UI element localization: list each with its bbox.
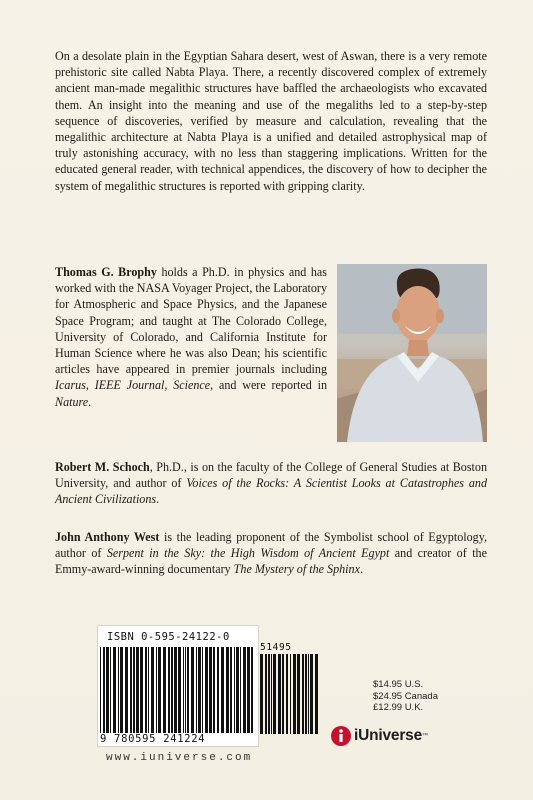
trademark-mark: ™ xyxy=(422,733,428,739)
author-name: Thomas G. Brophy xyxy=(55,265,157,279)
book-blurb: On a desolate plain in the Egyptian Sahara desert, west of Aswan, there is a very remote prehistoric site called Nabta Playa. There, a recently discovered complex of extremely ancient man-made megalithic structures have baffled the archaeologists who excavated them. An insight into the meaning and use of the megaliths led to a step-by-step sequence of discoveries, verified by measure and calculation, revealing that the megalithic architecture at Nabta Playa is a unified and detailed astrophysical map of truly astonishing accuracy, with no less than staggering implications. Written for the educated general reader, with technical appendices, the discovery of how to decipher the system of megalithic structures is reported with gripping clarity. xyxy=(55,49,487,193)
price-uk: £12.99 U.K. xyxy=(373,702,424,713)
iuniverse-logo-icon xyxy=(330,725,352,747)
price-us: $14.95 U.S. xyxy=(373,679,424,690)
ean-digits: 9 780595 241224 xyxy=(100,733,206,745)
publisher-name: iUniverse xyxy=(354,727,422,744)
author-bio-west: John Anthony West is the leading proponent of the Symbolist school of Egyptology, author of Serpent in the Sky: the High Wisdom of Ancient Egypt and creator of the Emmy-award-winning documentary The Mystery of the Sphinx. xyxy=(55,530,487,577)
addon-barcode xyxy=(259,654,321,742)
publisher-logo xyxy=(330,724,428,748)
ean-barcode xyxy=(99,647,257,737)
publisher-website: www.iuniverse.com xyxy=(106,752,253,764)
price-canada: $24.95 Canada xyxy=(373,690,438,702)
author-bio-schoch: Robert M. Schoch, Ph.D., is on the faculty of the College of General Studies at Boston University, and author of Voices of the Rocks: A Scientist Looks at Catastrophes and Ancient Civilizations. xyxy=(55,460,488,507)
author-bio-brophy: Thomas G. Brophy holds a Ph.D. in physics and has worked with the NASA Voyager Project, the Laboratory for Atmospheric and Space Physics, and the Japanese Space Program; and taught at The Colorado College, University of Colorado, and California Institute for Human Science where he was also Dean; his scientific articles have appeared in premier journals including Icarus, IEEE Journal, Science, and were reported in Nature. xyxy=(55,265,328,409)
price-list xyxy=(373,679,438,714)
addon-digits: 51495 xyxy=(260,642,292,653)
isbn-label: ISBN 0-595-24122-0 xyxy=(107,631,230,643)
author-photo xyxy=(337,264,487,442)
author-name: John Anthony West xyxy=(55,530,160,544)
author-name: Robert M. Schoch xyxy=(55,460,150,474)
